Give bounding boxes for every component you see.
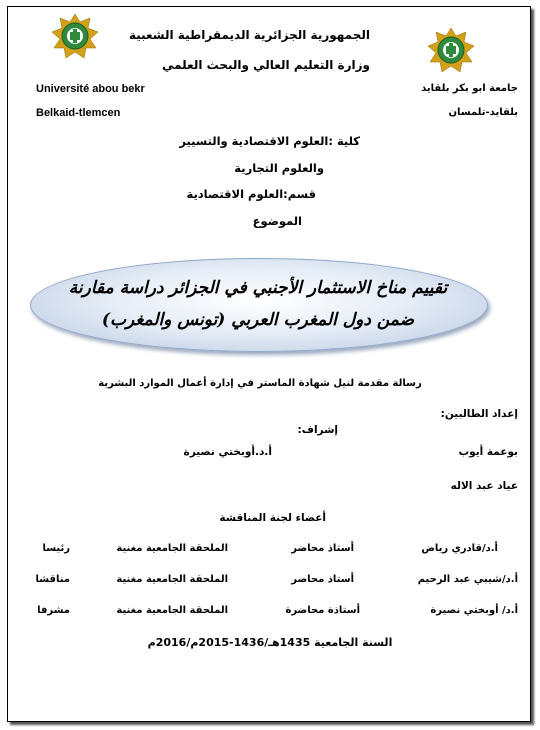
department-line: قسم:العلوم الاقتصادية: [186, 187, 316, 201]
committee-member-name: أ.د/شيبي عبد الرحيم: [417, 574, 518, 585]
committee-member-institution: الملحقة الجامعية مغنية: [116, 605, 228, 616]
university-name-ar-1: جامعة ابو بكر بلقايد: [421, 83, 518, 94]
committee-title: أعضاء لجنة المناقشة: [219, 512, 326, 524]
committee-member-name: أ.د/ أوبختي نصيرة: [430, 605, 518, 616]
faculty-line-1: كلية :العلوم الاقتصادية والتسيير: [179, 134, 360, 148]
university-name-fr-1: Université abou bekr: [36, 83, 145, 95]
thesis-title-line-2: ضمن دول المغرب العربي (تونس والمغرب): [101, 310, 415, 330]
committee-member-rank: أستاذ محاضر: [291, 574, 354, 585]
university-name-ar-2: بلقايد-تلمسان: [448, 107, 518, 118]
committee-member-institution: الملحقة الجامعية مغنية: [116, 543, 228, 554]
supervisor-label: إشراف:: [297, 424, 338, 436]
ministry-heading: وزارة التعليم العالي والبحث العلمي: [161, 58, 370, 72]
faculty-line-2: والعلوم التجارية: [234, 161, 324, 175]
university-emblem-icon: [426, 26, 476, 76]
academic-year: السنة الجامعية 1435هـ/1436-2015م/2016م: [147, 636, 393, 649]
committee-member-role: مشرفا: [37, 605, 70, 616]
title-ellipse: [30, 258, 488, 352]
republic-heading: الجمهورية الجزائرية الديمقراطية الشعبية: [128, 28, 370, 42]
committee-member-institution: الملحقة الجامعية مغنية: [116, 574, 228, 585]
committee-member-role: رئيسا: [42, 543, 70, 554]
committee-member-rank: أستاذة محاضرة: [285, 605, 360, 616]
student-name-2: عياد عبد الاله: [450, 480, 518, 492]
university-emblem-icon: [50, 12, 100, 62]
students-label: إعداد الطالبين:: [440, 408, 518, 420]
student-name-1: بوعمة أيوب: [458, 446, 518, 458]
thesis-degree-note: رسالة مقدمة لنيل شهادة الماستر في إدارة أعمال الموارد البشرية: [98, 378, 422, 389]
committee-member-name: أ.د/قادري رياض: [421, 543, 498, 554]
committee-member-role: مناقشا: [35, 574, 70, 585]
supervisor-name: أ.د.أوبختي نصيرة: [183, 446, 272, 458]
university-name-fr-2: Belkaid-tlemcen: [36, 107, 121, 119]
thesis-title-line-1: تقييم مناخ الاستثمار الأجنبي في الجزائر دراسة مقارنة: [68, 278, 448, 298]
subject-label: الموضوع: [252, 214, 302, 228]
committee-member-rank: أستاذ محاضر: [291, 543, 354, 554]
